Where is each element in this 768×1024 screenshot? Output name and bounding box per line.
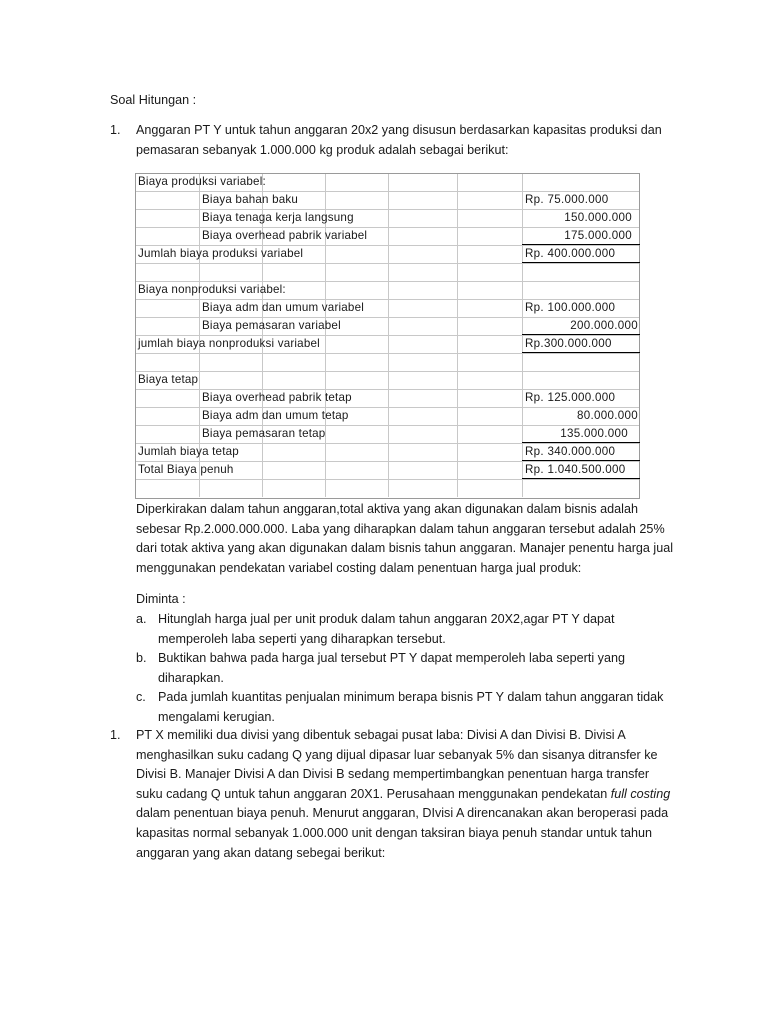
table-amount: Rp. 125.000.000	[525, 391, 616, 404]
question-2-line: PT X memiliki dua divisi yang dibentuk sebagai pusat laba: Divisi A dan Divisi B. Divisi A	[136, 728, 626, 742]
question-2-line: anggaran yang akan datang sebegai berikut:	[136, 845, 386, 860]
table-amount: Rp. 75.000.000	[525, 193, 609, 206]
paragraph-line: sebesar Rp.2.000.000.000. Laba yang diharapkan dalam tahun anggaran tersebut adalah 25%	[136, 521, 665, 536]
table-amount: 135.000.000	[560, 427, 628, 440]
paragraph-line: dari totak aktiva yang akan digunakan dalam bisnis tahun anggaran. Manajer penentu harga jual	[136, 541, 673, 556]
question-2-number: 1.	[110, 728, 121, 742]
table-amount: 175.000.000	[564, 229, 632, 242]
table-label: Jumlah biaya tetap	[138, 445, 239, 458]
question-2-line-4-text: suku cadang Q untuk tahun anggaran 20X1. Perusahaan menggunakan pendekatan	[136, 786, 611, 801]
item-line: Buktikan bahwa pada harga jual tersebut PT Y dapat memperoleh laba seperti yang	[158, 651, 625, 665]
question-1-line: pemasaran sebanyak 1.000.000 kg produk adalah sebagai berikut:	[136, 142, 509, 157]
question-1-text	[136, 121, 662, 160]
table-label: Biaya adm dan umum tetap	[202, 409, 349, 422]
table-label: Biaya pemasaran tetap	[202, 427, 326, 440]
budget-table	[135, 173, 640, 499]
table-amount: 150.000.000	[564, 211, 632, 224]
question-2-line: Divisi B. Manajer Divisi A dan Divisi B sedang mempertimbangkan penentuan harga transfer	[136, 767, 650, 782]
item-line: Pada jumlah kuantitas penjualan minimum berapa bisnis PT Y dalam tahun anggaran tidak	[158, 690, 664, 704]
item-line: Hitunglah harga jual per unit produk dalam tahun anggaran 20X2,agar PT Y dapat	[158, 612, 615, 626]
table-label: Total Biaya penuh	[138, 463, 234, 476]
table-label: Biaya adm dan umum variabel	[202, 301, 364, 314]
table-label: Biaya tetap	[138, 373, 199, 386]
diminta-label: Diminta :	[136, 592, 186, 606]
question-2-line: dalam penentuan biaya penuh. Menurut anggaran, DIvisi A direncanakan akan beroperasi pada	[136, 806, 669, 821]
table-amount: Rp. 100.000.000	[525, 301, 616, 314]
table-label: Biaya overhead pabrik tetap	[202, 391, 352, 404]
table-amount: 200.000.000	[570, 319, 638, 332]
item-line: memperoleh laba seperti yang diharapkan tersebut.	[158, 631, 446, 646]
paragraph-line: Diperkirakan dalam tahun anggaran,total aktiva yang akan digunakan dalam bisnis adalah	[136, 502, 638, 516]
item-b	[158, 649, 625, 688]
full-costing-term: full costing	[610, 786, 671, 801]
table-amount: Rp. 340.000.000	[525, 445, 616, 458]
table-amount: Rp. 1.040.500.000	[525, 463, 626, 476]
table-amount: Rp. 400.000.000	[525, 247, 616, 260]
assumption-paragraph	[136, 500, 673, 578]
table-label: Biaya pemasaran variabel	[202, 319, 341, 332]
table-label: Jumlah biaya produksi variabel	[138, 247, 304, 260]
item-line: mengalami kerugian.	[158, 709, 275, 724]
question-1-number: 1.	[110, 123, 121, 137]
table-label: Biaya tenaga kerja langsung	[202, 211, 354, 224]
question-2-line-4	[136, 785, 670, 805]
table-label: Biaya overhead pabrik variabel	[202, 229, 368, 242]
item-a	[158, 610, 615, 649]
question-1-line: Anggaran PT Y untuk tahun anggaran 20x2 yang disusun berdasarkan kapasitas produksi dan	[136, 123, 662, 137]
item-c	[158, 688, 663, 727]
table-label: jumlah biaya nonproduksi variabel	[138, 337, 320, 350]
item-marker: c.	[136, 690, 146, 704]
table-amount: Rp.300.000.000	[525, 337, 612, 350]
table-label: Biaya produksi variabel:	[138, 175, 266, 188]
question-2-text	[136, 726, 670, 863]
page-heading: Soal Hitungan :	[110, 93, 197, 107]
item-marker: a.	[136, 612, 147, 626]
item-marker: b.	[136, 651, 147, 665]
paragraph-line: menggunakan pendekatan variabel costing dalam penentuan harga jual produk:	[136, 560, 582, 575]
question-2-line: kapasitas normal sebanyak 1.000.000 unit dengan taksiran biaya penuh standar untuk tahun	[136, 825, 653, 840]
table-label: Biaya bahan baku	[202, 193, 299, 206]
table-label: Biaya nonproduksi variabel:	[138, 283, 286, 296]
table-amount: 80.000.000	[576, 409, 638, 422]
question-2-line: menghasilkan suku cadang Q yang dijual dipasar luar sebanyak 5% dan sisanya ditransfer ke	[136, 747, 658, 762]
item-line: diharapkan.	[158, 670, 224, 685]
